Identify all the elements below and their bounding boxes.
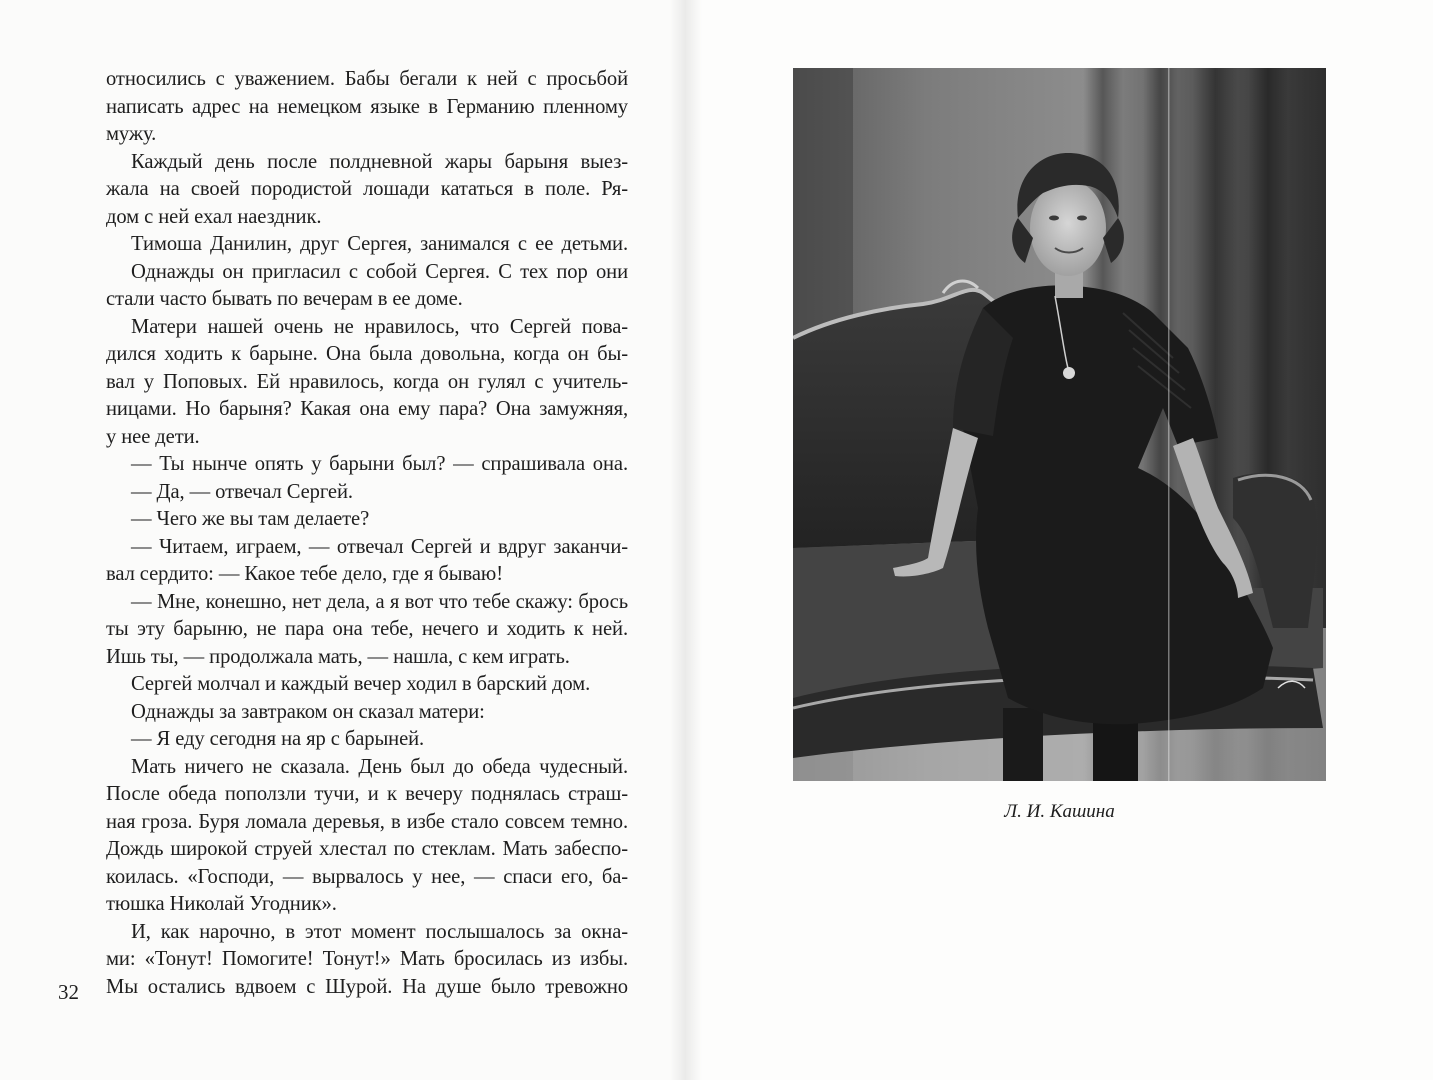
text-line: Мы остались вдвоем с Шурой. На душе было тревожно: [106, 975, 628, 998]
text-line: мужу.: [106, 123, 157, 145]
book-gutter: [670, 0, 702, 1080]
text-line: Тимоша Данилин, друг Сергея, занимался с ее детьми.: [131, 233, 628, 255]
portrait-photo: [793, 68, 1326, 781]
text-line: Однажды за завтраком он сказал матери:: [131, 700, 485, 723]
text-line: вал сердито: — Какое тебе дело, где я бываю!: [106, 563, 503, 585]
text-line: коилась. «Господи, — вырвалось у нее, — спаси его, ба-: [106, 865, 628, 888]
text-line: Дождь широкой струей хлестал по стеклам. Мать забеспо-: [106, 838, 628, 860]
text-line: Однажды он пригласил с собой Сергея. С тех пор они: [131, 260, 628, 283]
text-line: дом с ней ехал наездник.: [106, 205, 322, 228]
text-line: Сергей молчал и каждый вечер ходил в барский дом.: [131, 673, 591, 695]
text-line: ты эту барыню, не пара она тебе, нечего и ходить к ней.: [106, 618, 628, 640]
left-page: [0, 0, 686, 1080]
text-line: Каждый день после полдневной жары барыня выез-: [131, 150, 628, 173]
text-line: Ишь ты, — продолжала мать, — нашла, с кем играть.: [106, 645, 570, 668]
text-line: дился ходить к барыне. Она была довольна, когда он бы-: [106, 343, 628, 365]
text-line: ми: «Тонут! Помогите! Тонут!» Мать бросилась из избы.: [106, 948, 628, 970]
text-line: — Читаем, играем, — отвечал Сергей и вдруг заканчи-: [131, 535, 628, 558]
text-line: — Чего же вы там делаете?: [131, 508, 370, 530]
text-line: — Мне, конешно, нет дела, а я вот что тебе скажу: брось: [131, 590, 628, 613]
text-line: — Да, — отвечал Сергей.: [131, 480, 353, 503]
text-line: И, как нарочно, в этот момент послышалось за окна-: [131, 920, 628, 943]
text-line: вал у Поповых. Ей нравилось, когда он гулял с учитель-: [106, 370, 628, 393]
text-line: относились с уважением. Бабы бегали к ней с просьбой: [106, 68, 628, 90]
text-line: жала на своей породистой лошади кататься в поле. Ря-: [106, 178, 628, 200]
text-line: написать адрес на немецком языке в Германию пленному: [106, 95, 628, 118]
text-line: Матери нашей очень не нравилось, что Сергей пова-: [131, 315, 628, 338]
text-line: у нее дети.: [106, 425, 200, 448]
text-line: — Я еду сегодня на яр с барыней.: [131, 728, 425, 750]
portrait-photo-icon: [793, 68, 1326, 781]
text-line: После обеда поползли тучи, и к вечеру поднялась страш-: [106, 783, 628, 805]
photo-caption: Л. И. Кашина: [1004, 801, 1115, 822]
text-line: ницами. Но барыня? Какая она ему пара? Она замужняя,: [106, 398, 628, 420]
text-line: тюшка Николай Угодник».: [106, 893, 337, 915]
text-line: — Ты нынче опять у барыни был? — спрашивала она.: [131, 453, 628, 475]
page-number: 32: [58, 980, 79, 1004]
text-line: ная гроза. Буря ломала деревья, в избе стало совсем темно.: [106, 810, 628, 833]
body-text: [106, 66, 628, 1001]
text-line: Мать ничего не сказала. День был до обеда чудесный.: [131, 755, 628, 778]
text-line: стали часто бывать по вечерам в ее доме.: [106, 288, 463, 310]
